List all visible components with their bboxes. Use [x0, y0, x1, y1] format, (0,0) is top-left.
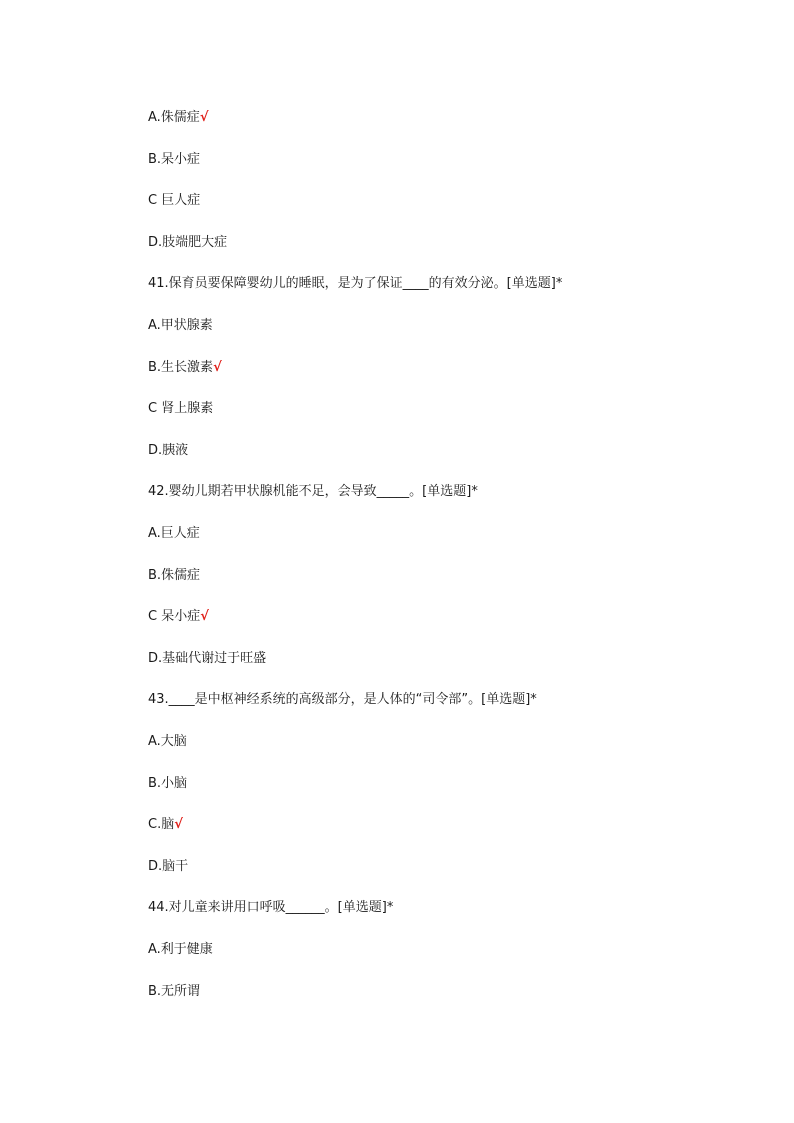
question-line: 44.对儿童来讲用口呼吸______。[单选题]* — [148, 900, 394, 915]
option-line: A.侏儒症√ — [148, 110, 209, 125]
option-line: D.肢端肥大症 — [148, 235, 228, 250]
option-line: C.脑√ — [148, 817, 183, 832]
option-line: B.呆小症 — [148, 152, 201, 167]
option-line: A.甲状腺素 — [148, 318, 213, 333]
correct-check-icon: √ — [200, 609, 209, 624]
option-line: D.脑干 — [148, 859, 189, 874]
question-line: 42.婴幼儿期若甲状腺机能不足，会导致_____。[单选题]* — [148, 484, 478, 499]
option-line: A.大脑 — [148, 734, 187, 749]
option-line: B.小脑 — [148, 776, 188, 791]
correct-check-icon: √ — [174, 817, 183, 832]
option-line: C 巨人症 — [148, 193, 201, 208]
option-line: D.基础代谢过于旺盛 — [148, 651, 267, 666]
option-line: C 呆小症√ — [148, 609, 209, 624]
question-line: 43.____是中枢神经系统的高级部分，是人体的“司令部”。[单选题]* — [148, 692, 537, 707]
option-line: B.生长激素√ — [148, 360, 222, 375]
option-line: B.侏儒症 — [148, 568, 201, 583]
option-line: D.胰液 — [148, 443, 189, 458]
option-line: A.巨人症 — [148, 526, 200, 541]
option-line: A.利于健康 — [148, 942, 213, 957]
correct-check-icon: √ — [199, 110, 209, 125]
correct-check-icon: √ — [213, 360, 222, 375]
option-line: C 肾上腺素 — [148, 401, 214, 416]
question-line: 41.保育员要保障婴幼儿的睡眠，是为了保证____的有效分泌。[单选题]* — [148, 276, 563, 291]
option-line: B.无所谓 — [148, 984, 201, 999]
